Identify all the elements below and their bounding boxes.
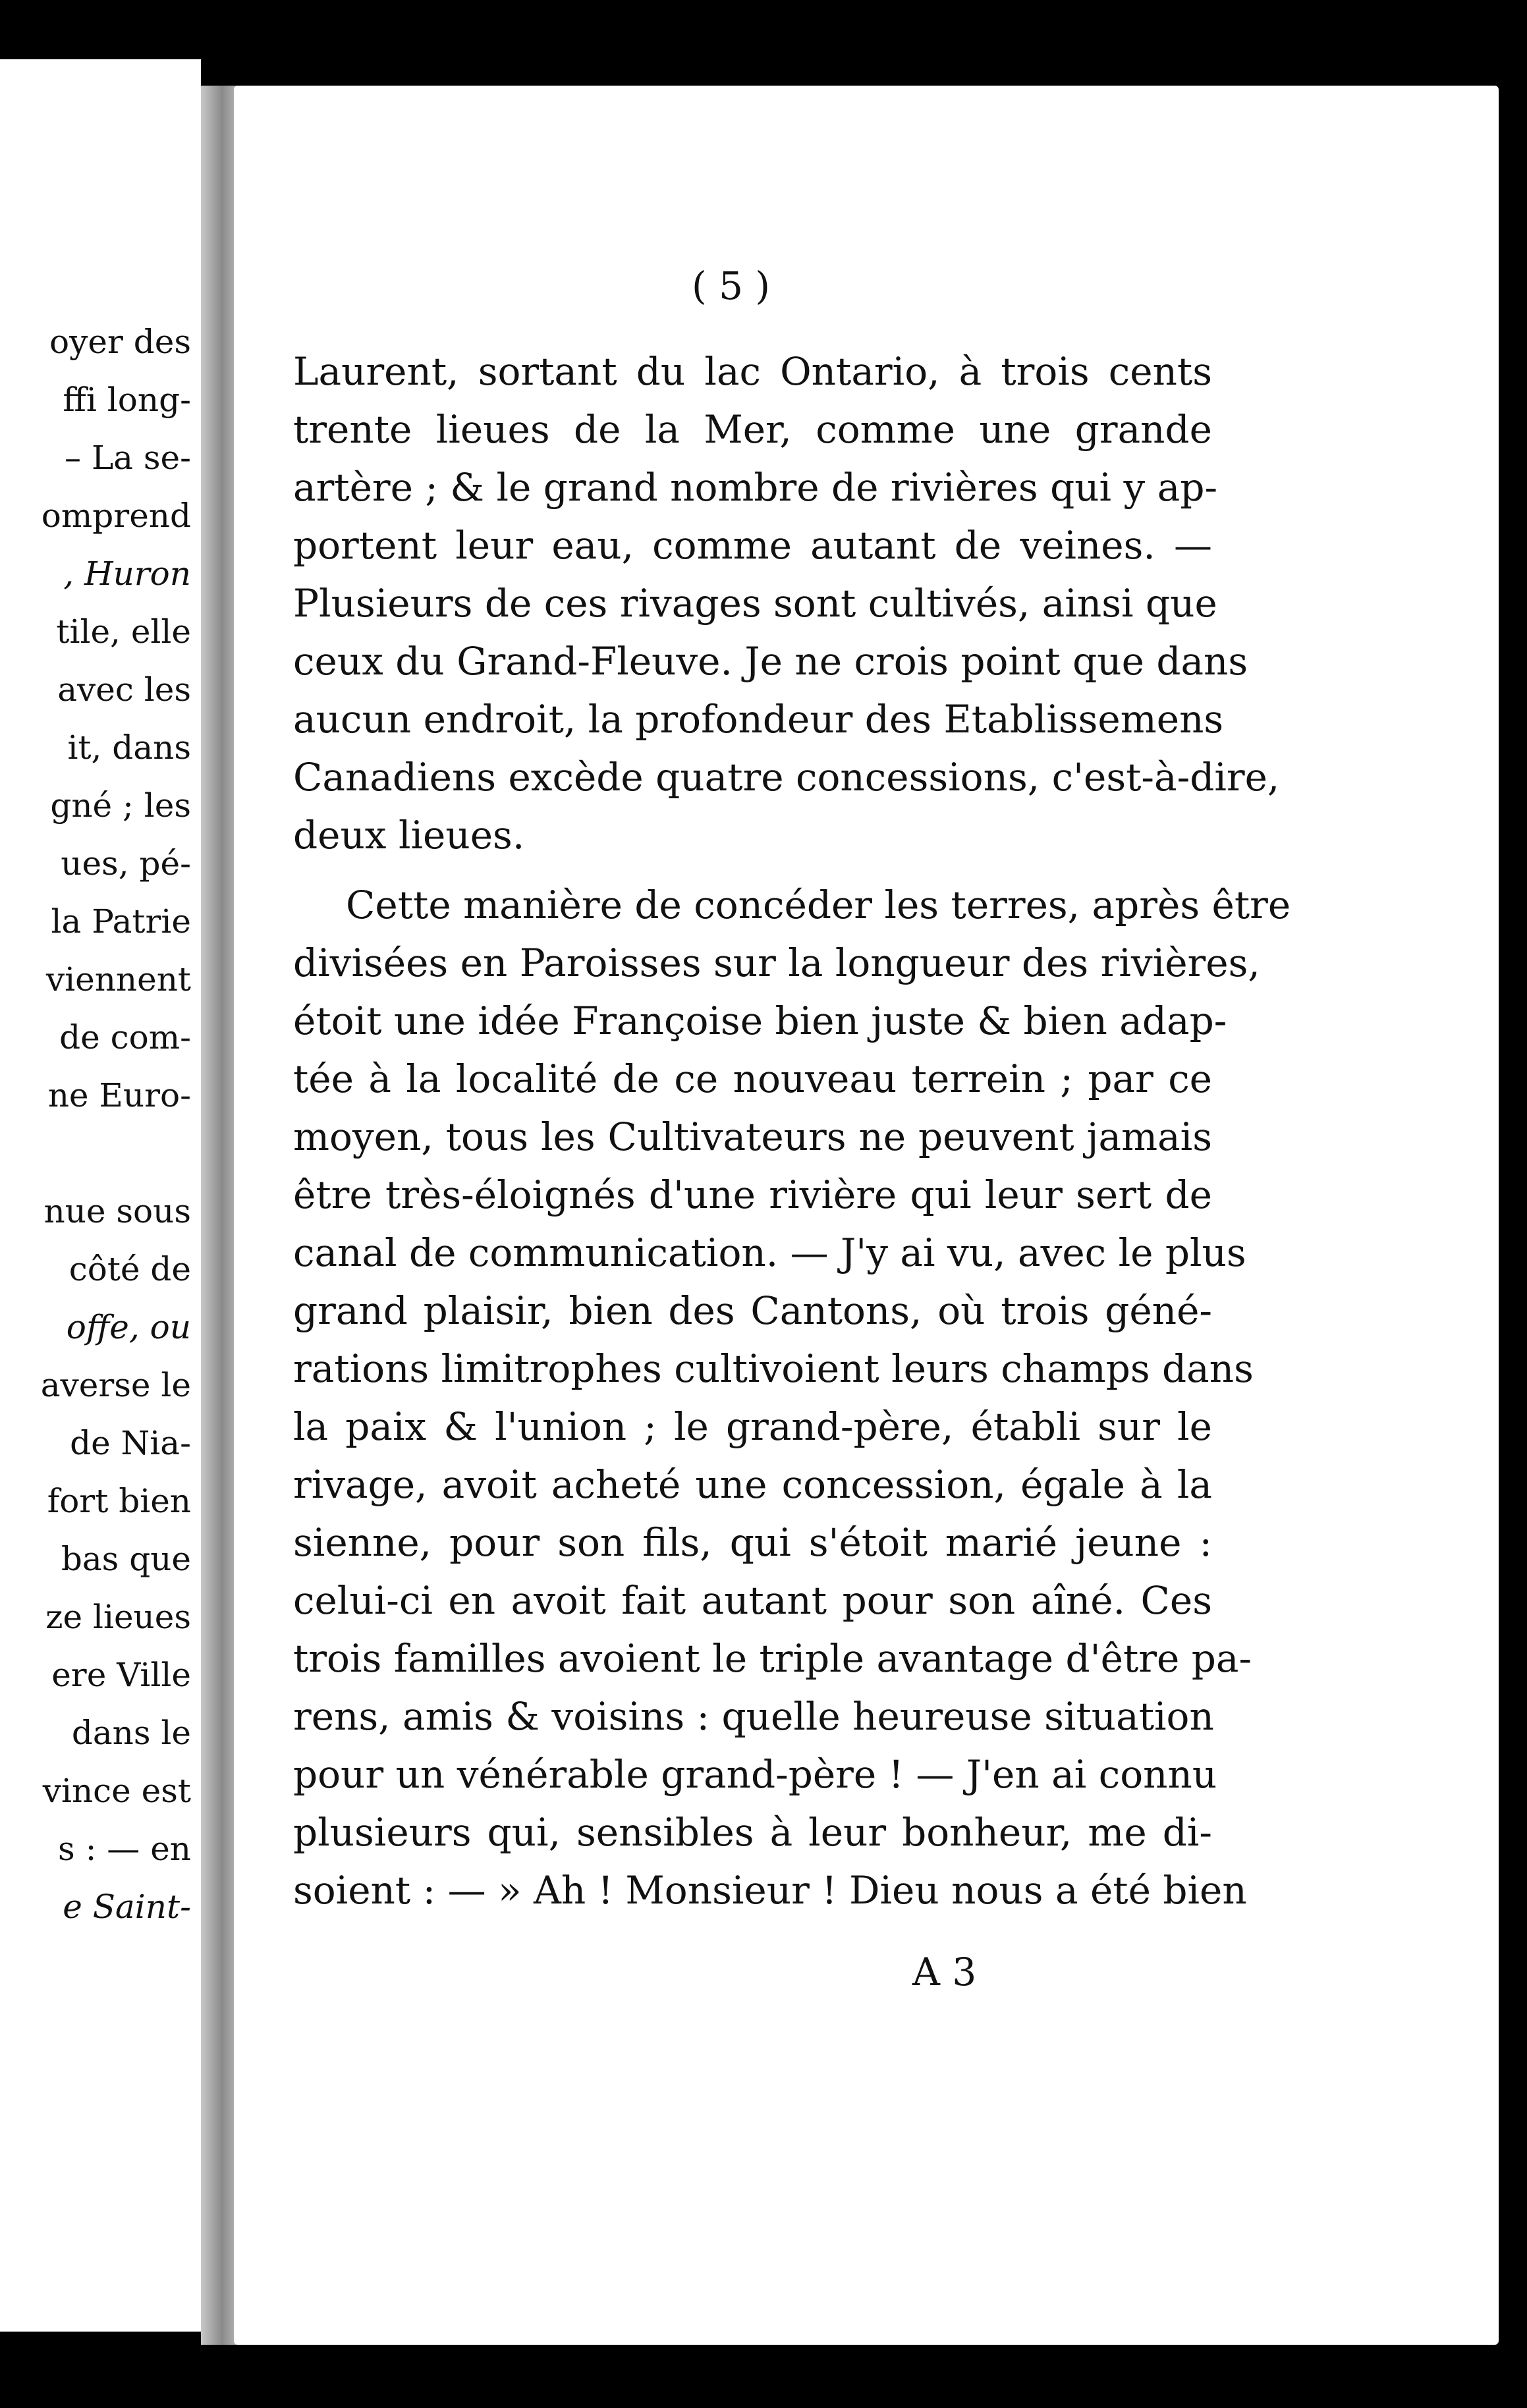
left-text-line: fort bien — [47, 1482, 191, 1520]
body-text-line: divisées en Paroisses sur la longueur des rivières, — [293, 941, 1260, 985]
left-text-line: gné ; les — [50, 786, 191, 825]
body-text-line: trois familles avoient le triple avantage d'être pa- — [293, 1636, 1252, 1681]
left-text-line: bas que — [61, 1540, 191, 1578]
left-text-line: e Saint- — [63, 1888, 191, 1926]
body-text-line: grand plaisir, bien des Cantons, où trois géné- — [293, 1288, 1212, 1333]
body-text-line: soient : — » Ah ! Monsieur ! Dieu nous a été bien — [293, 1868, 1247, 1913]
body-text-line: trente lieues de la Mer, comme une grande — [293, 407, 1212, 452]
left-text-line: viennent — [45, 960, 191, 999]
body-text-line: la paix & l'union ; le grand-père, établi sur le — [293, 1404, 1212, 1449]
body-text-line: deux lieues. — [293, 813, 525, 858]
left-text-line: ffi long- — [63, 381, 191, 419]
left-text-line: la Patrie — [51, 902, 191, 941]
left-text-line: ues, pé- — [61, 844, 191, 883]
body-text-line: étoit une idée Françoise bien juste & bien adap- — [293, 999, 1227, 1043]
body-text-line: tée à la localité de ce nouveau terrein ; par ce — [293, 1056, 1212, 1101]
left-text-line: avec les — [57, 670, 191, 709]
left-text-line: ze lieues — [45, 1598, 191, 1636]
body-text-line: pour un vénérable grand-père ! — J'en ai connu — [293, 1752, 1217, 1797]
left-text-line: oyer des — [49, 323, 191, 361]
body-text-line: rivage, avoit acheté une concession, égale à la — [293, 1462, 1212, 1507]
signature-mark: A 3 — [912, 1950, 977, 1994]
body-text-line: aucun endroit, la profondeur des Etablissemens — [293, 697, 1224, 742]
left-page — [0, 59, 201, 2332]
left-text-line: vince est — [42, 1772, 191, 1810]
body-text-line: sienne, pour son fils, qui s'étoit marié jeune : — [293, 1520, 1212, 1565]
left-text-line: de Nia- — [70, 1424, 191, 1462]
body-text-line: Cette manière de concéder les terres, après être — [346, 883, 1291, 927]
left-text-line: côté de — [69, 1250, 191, 1288]
left-text-line: de com- — [59, 1018, 191, 1056]
body-text-line: moyen, tous les Cultivateurs ne peuvent jamais — [293, 1114, 1212, 1159]
left-text-line: nue sous — [43, 1192, 191, 1230]
body-text-line: rations limitrophes cultivoient leurs champs dans — [293, 1346, 1254, 1391]
body-text-line: rens, amis & voisins : quelle heureuse situation — [293, 1694, 1214, 1739]
page-number: ( 5 ) — [692, 263, 771, 308]
body-text-line: Laurent, sortant du lac Ontario, à trois cents — [293, 349, 1212, 394]
left-text-line: ne Euro- — [47, 1076, 191, 1114]
body-text-line: Plusieurs de ces rivages sont cultivés, ainsi que — [293, 581, 1217, 626]
left-text-line: – La se- — [65, 439, 191, 477]
body-text-line: être très-éloignés d'une rivière qui leur sert de — [293, 1172, 1212, 1217]
left-text-line: it, dans — [67, 728, 191, 767]
left-text-line: ere Ville — [51, 1656, 191, 1694]
body-text-line: celui-ci en avoit fait autant pour son aîné. Ces — [293, 1578, 1212, 1623]
body-text-line: canal de communication. — J'y ai vu, avec le plus — [293, 1230, 1246, 1275]
body-text-line: plusieurs qui, sensibles à leur bonheur, me di- — [293, 1810, 1212, 1855]
left-text-line: omprend — [41, 497, 191, 535]
body-text-line: Canadiens excède quatre concessions, c'est-à-dire, — [293, 755, 1280, 800]
body-text-line: ceux du Grand-Fleuve. Je ne crois point que dans — [293, 639, 1248, 684]
body-text-line: artère ; & le grand nombre de rivières qui y ap- — [293, 465, 1218, 510]
left-text-line: dans le — [71, 1714, 191, 1752]
body-text-line: portent leur eau, comme autant de veines. — — [293, 523, 1212, 568]
left-text-line: , Huron — [63, 555, 191, 593]
left-text-line: averse le — [40, 1366, 191, 1404]
left-text-line: s : — en — [58, 1830, 191, 1868]
left-text-line: tile, elle — [56, 613, 191, 651]
left-text-line: offe, ou — [66, 1308, 191, 1346]
